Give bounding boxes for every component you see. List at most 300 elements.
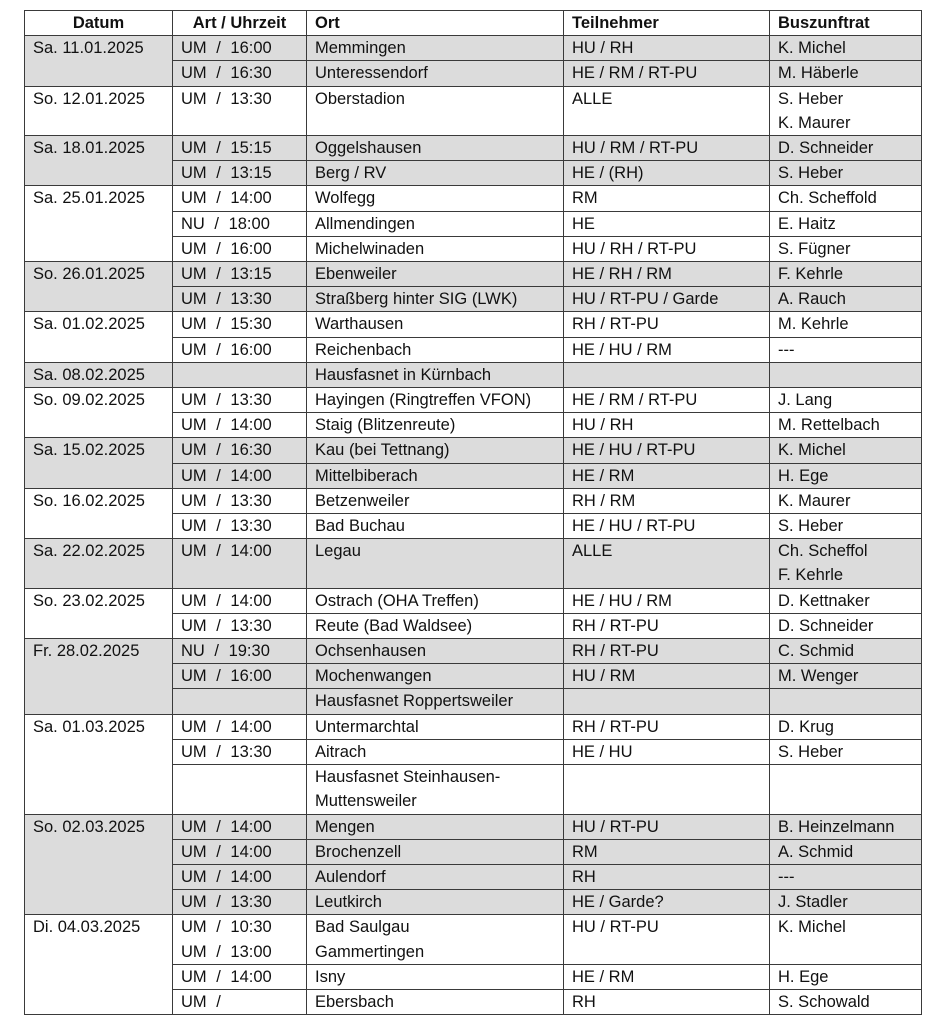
cell-line: Staig (Blitzenreute): [315, 416, 456, 435]
cell-line: K. Michel: [778, 918, 846, 937]
type-time-cell: [173, 689, 307, 714]
place-cell: [307, 236, 564, 261]
type-time-cell: [173, 664, 307, 689]
date-cell: So. 16.02.2025: [25, 488, 173, 538]
cell-line: Ebenweiler: [315, 265, 397, 284]
cell-line: [572, 363, 769, 387]
type-time-cell: [173, 915, 307, 964]
type-time-cell: [173, 539, 307, 588]
bus-cell: [770, 890, 922, 915]
cell-line: M. Wenger: [778, 667, 859, 686]
participants-cell: [564, 864, 770, 889]
cell-line: Reute (Bad Waldsee): [315, 616, 473, 635]
cell-line: Allmendingen: [315, 214, 415, 233]
cell-line: RH / RM: [572, 491, 636, 510]
cell-line: A. Rauch: [778, 290, 846, 309]
cell-line: UM / 14:00: [181, 842, 272, 861]
cell-line: Muttensweiler: [315, 792, 417, 811]
cell-line: Memmingen: [315, 39, 406, 58]
type-time-cell: [173, 211, 307, 236]
cell-line: HU / RH: [572, 416, 634, 435]
type-time-cell: [173, 839, 307, 864]
cell-line: HU / RM: [572, 667, 636, 686]
participants-cell: [564, 287, 770, 312]
type-time-cell: [173, 438, 307, 463]
date-cell: So. 26.01.2025: [25, 262, 173, 312]
cell-line: RH / RT-PU: [572, 717, 659, 736]
cell-line: S. Fügner: [778, 239, 851, 258]
cell-line: Legau: [315, 542, 361, 561]
type-time-cell: [173, 613, 307, 638]
bus-cell: [770, 539, 922, 588]
place-cell: [307, 964, 564, 989]
type-time-cell: [173, 362, 307, 387]
bus-cell: [770, 36, 922, 61]
date-cell: Sa. 01.02.2025: [25, 312, 173, 362]
cell-line: Bad Buchau: [315, 517, 405, 536]
place-cell: [307, 639, 564, 664]
type-time-cell: [173, 236, 307, 261]
cell-line: ---: [778, 867, 795, 886]
participants-cell: [564, 312, 770, 337]
type-time-cell: [173, 890, 307, 915]
cell-line: UM / 10:30: [181, 918, 272, 937]
cell-line: UM / 13:30: [181, 742, 272, 761]
type-time-cell: [173, 388, 307, 413]
type-time-cell: [173, 714, 307, 739]
cell-line: Wolfegg: [315, 189, 376, 208]
bus-cell: [770, 915, 922, 964]
cell-line: RH / RT-PU: [572, 616, 659, 635]
table-row: [25, 388, 922, 413]
cell-line: Straßberg hinter SIG (LWK): [315, 290, 518, 309]
bus-cell: [770, 413, 922, 438]
bus-cell: [770, 61, 922, 86]
cell-line: Hausfasnet Roppertsweiler: [315, 692, 514, 711]
cell-line: HE / RH / RM: [572, 265, 672, 284]
date-cell: Fr. 28.02.2025: [25, 639, 173, 715]
date-cell: Sa. 22.02.2025: [25, 539, 173, 588]
cell-line: UM / 14:00: [181, 591, 272, 610]
cell-line: HE / HU: [572, 742, 633, 761]
place-cell: [307, 890, 564, 915]
cell-line: Hausfasnet in Kürnbach: [315, 365, 492, 384]
cell-line: UM / 14:00: [181, 717, 272, 736]
cell-line: UM / 14:00: [181, 189, 272, 208]
bus-cell: [770, 814, 922, 839]
type-time-cell: [173, 161, 307, 186]
bus-cell: [770, 588, 922, 613]
type-time-cell: [173, 864, 307, 889]
place-cell: [307, 588, 564, 613]
cell-line: UM / 15:30: [181, 315, 272, 334]
participants-cell: [564, 36, 770, 61]
cell-line: Ostrach (OHA Treffen): [315, 591, 479, 610]
table-row: [25, 312, 922, 337]
cell-line: S. Heber: [778, 89, 844, 108]
place-cell: [307, 839, 564, 864]
cell-line: UM / 16:00: [181, 340, 272, 359]
cell-line: UM / 14:00: [181, 466, 272, 485]
bus-cell: [770, 739, 922, 764]
cell-line: K. Michel: [778, 441, 846, 460]
type-time-cell: [173, 739, 307, 764]
cell-line: Reichenbach: [315, 340, 412, 359]
cell-line: ALLE: [572, 89, 613, 108]
place-cell: [307, 689, 564, 714]
participants-cell: [564, 689, 770, 714]
cell-line: ALLE: [572, 542, 613, 561]
cell-line: RH / RT-PU: [572, 642, 659, 661]
bus-cell: [770, 514, 922, 539]
cell-line: Unteressendorf: [315, 64, 428, 83]
cell-line: Mengen: [315, 817, 375, 836]
bus-cell: [770, 388, 922, 413]
cell-line: [572, 765, 769, 789]
cell-line: [181, 689, 306, 713]
cell-line: UM / 16:00: [181, 667, 272, 686]
header-row: [25, 11, 922, 36]
cell-line: HU / RT-PU: [572, 817, 659, 836]
type-time-cell: [173, 639, 307, 664]
cell-line: Hausfasnet Steinhausen-: [315, 768, 501, 787]
table-row: [25, 136, 922, 161]
type-time-cell: [173, 964, 307, 989]
bus-cell: [770, 236, 922, 261]
header-date: Datum: [25, 11, 173, 36]
cell-line: NU / 19:30: [181, 642, 270, 661]
cell-line: HU / RH: [572, 39, 634, 58]
table-row: [25, 539, 922, 588]
place-cell: [307, 161, 564, 186]
cell-line: UM /: [181, 992, 221, 1011]
bus-cell: [770, 161, 922, 186]
date-cell: Sa. 18.01.2025: [25, 136, 173, 186]
cell-line: HE / RM / RT-PU: [572, 64, 698, 83]
cell-line: UM / 16:00: [181, 39, 272, 58]
participants-cell: [564, 839, 770, 864]
place-cell: [307, 262, 564, 287]
cell-line: [778, 765, 921, 789]
bus-cell: [770, 262, 922, 287]
place-cell: [307, 765, 564, 814]
cell-line: UM / 13:30: [181, 391, 272, 410]
cell-line: D. Schneider: [778, 616, 874, 635]
cell-line: Brochenzell: [315, 842, 402, 861]
place-cell: [307, 388, 564, 413]
cell-line: K. Michel: [778, 39, 846, 58]
schedule-body: [25, 36, 922, 1015]
place-cell: [307, 463, 564, 488]
bus-cell: [770, 362, 922, 387]
participants-cell: [564, 236, 770, 261]
cell-line: Aulendorf: [315, 867, 386, 886]
place-cell: [307, 514, 564, 539]
participants-cell: [564, 438, 770, 463]
participants-cell: [564, 639, 770, 664]
cell-line: HE / RM / RT-PU: [572, 391, 698, 410]
cell-line: [778, 689, 921, 713]
type-time-cell: [173, 312, 307, 337]
cell-line: HU / RT-PU / Garde: [572, 290, 719, 309]
cell-line: HU / RM / RT-PU: [572, 139, 699, 158]
cell-line: Ochsenhausen: [315, 642, 426, 661]
place-cell: [307, 989, 564, 1014]
cell-line: UM / 16:00: [181, 239, 272, 258]
place-cell: [307, 613, 564, 638]
bus-cell: [770, 989, 922, 1014]
bus-cell: [770, 613, 922, 638]
type-time-cell: [173, 588, 307, 613]
cell-line: HE / HU / RM: [572, 340, 672, 359]
bus-cell: [770, 337, 922, 362]
cell-line: A. Schmid: [778, 842, 854, 861]
cell-line: S. Schowald: [778, 992, 870, 1011]
place-cell: [307, 413, 564, 438]
bus-cell: [770, 664, 922, 689]
cell-line: S. Heber: [778, 742, 844, 761]
participants-cell: [564, 539, 770, 588]
cell-line: J. Stadler: [778, 893, 848, 912]
cell-line: UM / 13:30: [181, 616, 272, 635]
type-time-cell: [173, 337, 307, 362]
cell-line: Ch. Scheffol: [778, 542, 868, 561]
bus-cell: [770, 312, 922, 337]
cell-line: F. Kehrle: [778, 265, 844, 284]
type-time-cell: [173, 136, 307, 161]
participants-cell: [564, 61, 770, 86]
cell-line: Michelwinaden: [315, 239, 425, 258]
cell-line: H. Ege: [778, 466, 829, 485]
cell-line: UM / 13:15: [181, 164, 272, 183]
cell-line: D. Schneider: [778, 139, 874, 158]
cell-line: Mochenwangen: [315, 667, 432, 686]
participants-cell: [564, 514, 770, 539]
place-cell: [307, 714, 564, 739]
cell-line: Oberstadion: [315, 89, 405, 108]
cell-line: NU / 18:00: [181, 214, 270, 233]
place-cell: [307, 438, 564, 463]
bus-cell: [770, 765, 922, 814]
participants-cell: [564, 613, 770, 638]
place-cell: [307, 362, 564, 387]
cell-line: RM: [572, 842, 598, 861]
place-cell: [307, 86, 564, 135]
table-row: [25, 915, 922, 964]
participants-cell: [564, 964, 770, 989]
cell-line: UM / 14:00: [181, 542, 272, 561]
cell-line: HU / RT-PU: [572, 918, 659, 937]
cell-line: UM / 14:00: [181, 967, 272, 986]
cell-line: HE / (RH): [572, 164, 644, 183]
bus-cell: [770, 839, 922, 864]
participants-cell: [564, 989, 770, 1014]
participants-cell: [564, 136, 770, 161]
cell-line: Mittelbiberach: [315, 466, 418, 485]
cell-line: Ch. Scheffold: [778, 189, 877, 208]
participants-cell: [564, 739, 770, 764]
type-time-cell: [173, 989, 307, 1014]
cell-line: M. Rettelbach: [778, 416, 880, 435]
participants-cell: [564, 262, 770, 287]
cell-line: HE / Garde?: [572, 893, 664, 912]
cell-line: Aitrach: [315, 742, 367, 761]
bus-cell: [770, 488, 922, 513]
participants-cell: [564, 488, 770, 513]
header-bus: Buszunftrat: [770, 11, 922, 36]
cell-line: [181, 363, 306, 387]
bus-cell: [770, 287, 922, 312]
participants-cell: [564, 814, 770, 839]
cell-line: B. Heinzelmann: [778, 817, 895, 836]
cell-line: UM / 16:30: [181, 441, 272, 460]
participants-cell: [564, 915, 770, 964]
cell-line: D. Krug: [778, 717, 834, 736]
type-time-cell: [173, 61, 307, 86]
table-row: [25, 588, 922, 613]
bus-cell: [770, 864, 922, 889]
type-time-cell: [173, 262, 307, 287]
cell-line: UM / 15:15: [181, 139, 272, 158]
cell-line: UM / 16:30: [181, 64, 272, 83]
bus-cell: [770, 186, 922, 211]
place-cell: [307, 211, 564, 236]
date-cell: So. 02.03.2025: [25, 814, 173, 915]
type-time-cell: [173, 413, 307, 438]
cell-line: [572, 689, 769, 713]
cell-line: UM / 14:00: [181, 416, 272, 435]
table-row: [25, 814, 922, 839]
place-cell: [307, 186, 564, 211]
date-cell: Sa. 25.01.2025: [25, 186, 173, 262]
cell-line: S. Heber: [778, 164, 844, 183]
cell-line: UM / 13:30: [181, 893, 272, 912]
date-cell: Di. 04.03.2025: [25, 915, 173, 1015]
place-cell: [307, 61, 564, 86]
bus-cell: [770, 639, 922, 664]
place-cell: [307, 864, 564, 889]
place-cell: [307, 739, 564, 764]
cell-line: RH: [572, 992, 596, 1011]
bus-cell: [770, 438, 922, 463]
cell-line: Oggelshausen: [315, 139, 422, 158]
header-participants: Teilnehmer: [564, 11, 770, 36]
type-time-cell: [173, 463, 307, 488]
participants-cell: [564, 186, 770, 211]
cell-line: UM / 13:30: [181, 290, 272, 309]
cell-line: UM / 13:15: [181, 265, 272, 284]
date-cell: Sa. 15.02.2025: [25, 438, 173, 488]
place-cell: [307, 488, 564, 513]
cell-line: UM / 13:30: [181, 517, 272, 536]
cell-line: HE: [572, 214, 595, 233]
participants-cell: [564, 765, 770, 814]
type-time-cell: [173, 488, 307, 513]
place-cell: [307, 337, 564, 362]
cell-line: Kau (bei Tettnang): [315, 441, 450, 460]
cell-line: [778, 363, 921, 387]
table-row: [25, 36, 922, 61]
cell-line: UM / 14:00: [181, 817, 272, 836]
cell-line: J. Lang: [778, 391, 833, 410]
cell-line: UM / 14:00: [181, 867, 272, 886]
participants-cell: [564, 463, 770, 488]
cell-line: Ebersbach: [315, 992, 394, 1011]
place-cell: [307, 814, 564, 839]
cell-line: Warthausen: [315, 315, 404, 334]
participants-cell: [564, 362, 770, 387]
date-cell: So. 23.02.2025: [25, 588, 173, 638]
cell-line: D. Kettnaker: [778, 591, 870, 610]
type-time-cell: [173, 86, 307, 135]
bus-cell: [770, 86, 922, 135]
bus-cell: [770, 714, 922, 739]
date-cell: Sa. 11.01.2025: [25, 36, 173, 86]
cell-line: HE / RM: [572, 967, 635, 986]
cell-line: RH: [572, 867, 596, 886]
cell-line: HE / RM: [572, 466, 635, 485]
date-cell: So. 09.02.2025: [25, 388, 173, 438]
bus-cell: [770, 211, 922, 236]
place-cell: [307, 136, 564, 161]
cell-line: K. Maurer: [778, 491, 851, 510]
cell-line: HU / RH / RT-PU: [572, 239, 697, 258]
table-row: [25, 86, 922, 135]
place-cell: [307, 36, 564, 61]
cell-line: K. Maurer: [778, 113, 851, 132]
participants-cell: [564, 588, 770, 613]
cell-line: Berg / RV: [315, 164, 387, 183]
table-row: [25, 714, 922, 739]
date-cell: Sa. 08.02.2025: [25, 362, 173, 387]
cell-line: Untermarchtal: [315, 717, 419, 736]
cell-line: M. Häberle: [778, 64, 859, 83]
cell-line: HE / HU / RT-PU: [572, 517, 696, 536]
cell-line: F. Kehrle: [778, 566, 844, 585]
cell-line: HE / HU / RM: [572, 591, 672, 610]
table-row: [25, 362, 922, 387]
bus-cell: [770, 964, 922, 989]
participants-cell: [564, 337, 770, 362]
cell-line: RM: [572, 189, 598, 208]
place-cell: [307, 664, 564, 689]
cell-line: [181, 765, 306, 789]
type-time-cell: [173, 36, 307, 61]
participants-cell: [564, 161, 770, 186]
table-row: [25, 262, 922, 287]
participants-cell: [564, 714, 770, 739]
table-row: [25, 639, 922, 664]
date-cell: Sa. 01.03.2025: [25, 714, 173, 814]
cell-line: Bad Saulgau: [315, 918, 410, 937]
table-row: [25, 186, 922, 211]
cell-line: UM / 13:30: [181, 491, 272, 510]
cell-line: RH / RT-PU: [572, 315, 659, 334]
cell-line: Leutkirch: [315, 893, 382, 912]
cell-line: Isny: [315, 967, 346, 986]
type-time-cell: [173, 186, 307, 211]
type-time-cell: [173, 287, 307, 312]
cell-line: Hayingen (Ringtreffen VFON): [315, 391, 532, 410]
participants-cell: [564, 664, 770, 689]
place-cell: [307, 312, 564, 337]
cell-line: M. Kehrle: [778, 315, 849, 334]
participants-cell: [564, 413, 770, 438]
bus-cell: [770, 463, 922, 488]
participants-cell: [564, 86, 770, 135]
type-time-cell: [173, 514, 307, 539]
type-time-cell: [173, 814, 307, 839]
